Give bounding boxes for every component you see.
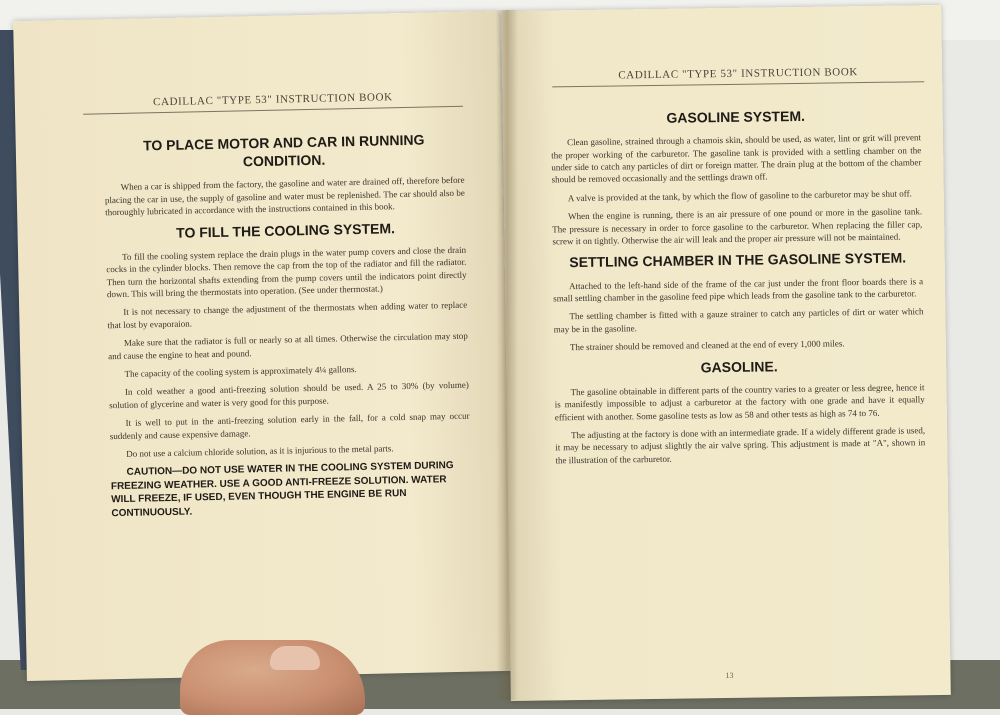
paragraph: The strainer should be removed and cleaned at the end of every 1,000 miles.	[569, 338, 845, 353]
heading-cooling-system: TO FILL THE COOLING SYSTEM.	[176, 219, 396, 241]
paragraph: Clean gasoline, strained through a chamois skin, should be used, as water, lint or grit will prevent the proper working of the carburetor. The gasoline tank is provided with a settling chamber on the under side to catch any particles of dirt or foreign matter. The drain plug at the bottom of the chamber should be removed occasionally and the settlings drawn off.	[551, 132, 922, 185]
heading-running-condition: TO PLACE MOTOR AND CAR IN RUNNING CONDITION.	[142, 131, 425, 170]
right-page-header: CADILLAC "TYPE 53" INSTRUCTION BOOK	[552, 65, 924, 87]
right-page	[501, 5, 951, 701]
paragraph: The settling chamber is fitted with a gauze strainer to catch any particles of dirt or water which may be in the gasoline.	[553, 306, 924, 335]
heading-gasoline-system: GASOLINE SYSTEM.	[666, 107, 806, 126]
paragraph: To fill the cooling system replace the drain plugs in the water pump covers and close the drain cocks in the cylinder blocks. Then remove the cap from the top of the radiator and fill the radiator. Then turn the horizontal shafts extending from the pump covers until the indicators point directly down. This will bring the thermostats into operation. (See under thermostat.)	[106, 244, 467, 300]
paragraph: The adjusting at the factory is done with an intermediate grade. If a widely different grade is used, it may be necessary to adjust slightly the air valve spring. This adjustment is made at "A", shown in the illustration of the carburetor.	[555, 425, 926, 466]
left-page-content	[103, 124, 471, 527]
heading-settling-chamber: SETTLING CHAMBER IN THE GASOLINE SYSTEM.	[569, 249, 907, 271]
paragraph: Attached to the left-hand side of the frame of the car just under the front floor boards there is a small settling chamber in the gasoline feed pipe which leads from the gasoline tank to the carburetor.	[553, 275, 924, 304]
paragraph: It is well to put in the anti-freezing solution early in the fall, for a cold snap may occur suddenly and cause expensive damage.	[109, 410, 470, 441]
left-page	[13, 11, 513, 681]
paragraph: Make sure that the radiator is full or nearly so at all times. Otherwise the circulation may stop and cause the engine to heat and pound.	[108, 330, 468, 361]
paragraph: The gasoline obtainable in different parts of the country varies to a greater or less degree, hence it is manifestly impossible to adjust a carburetor at the factory with one grade and have it equally efficient with another. Some gasoline tests as low as 58 and other tests as high as 74 to 76.	[554, 382, 925, 423]
paragraph: Do not use a calcium chloride solution, as it is injurious to the metal parts.	[126, 443, 394, 459]
right-page-content	[551, 99, 926, 472]
page-number: 13	[725, 670, 734, 681]
caution-notice: CAUTION—DO NOT USE WATER IN THE COOLING SYSTEM DURING FREEZING WEATHER. USE A GOOD ANTI-FREEZE SOLUTION. WATER WILL FREEZE, IF USED, EVEN THOUGH THE ENGINE BE RUN CONTINUOUSLY.	[110, 460, 454, 520]
thumbnail-nail	[270, 646, 320, 670]
paragraph: It is not necessary to change the adjustment of the thermostats when adding water to replace that lost by evaporaion.	[107, 300, 468, 331]
paragraph: When a car is shipped from the factory, the gasoline and water are drained off, therefore before placing the car in use, the supply of gasoline and water must be replenished. The car should also be thoroughly lubricated in accordance with the instructions contained in this book.	[104, 175, 465, 218]
paragraph: A valve is provided at the tank, by which the flow of gasoline to the carburetor may be shut off.	[567, 188, 912, 204]
left-page-header: CADILLAC "TYPE 53" INSTRUCTION BOOK	[83, 90, 463, 115]
paragraph: When the engine is running, there is an air pressure of one pound or more in the gasoline tank. The pressure is necessary in order to force gasoline to the carburetor. When replacing the filler cap, screw it on tightly. Otherwise the air will leak and the proper air pressure will not be maintained.	[552, 206, 923, 247]
paragraph: The capacity of the cooling system is approximately 4¼ gallons.	[124, 364, 357, 379]
heading-gasoline: GASOLINE.	[700, 357, 778, 376]
paragraph: In cold weather a good anti-freezing solution should be used. A 25 to 30% (by volume) solution of glycerine and water is very good for this purpose.	[109, 380, 469, 411]
book-gutter	[496, 10, 518, 700]
